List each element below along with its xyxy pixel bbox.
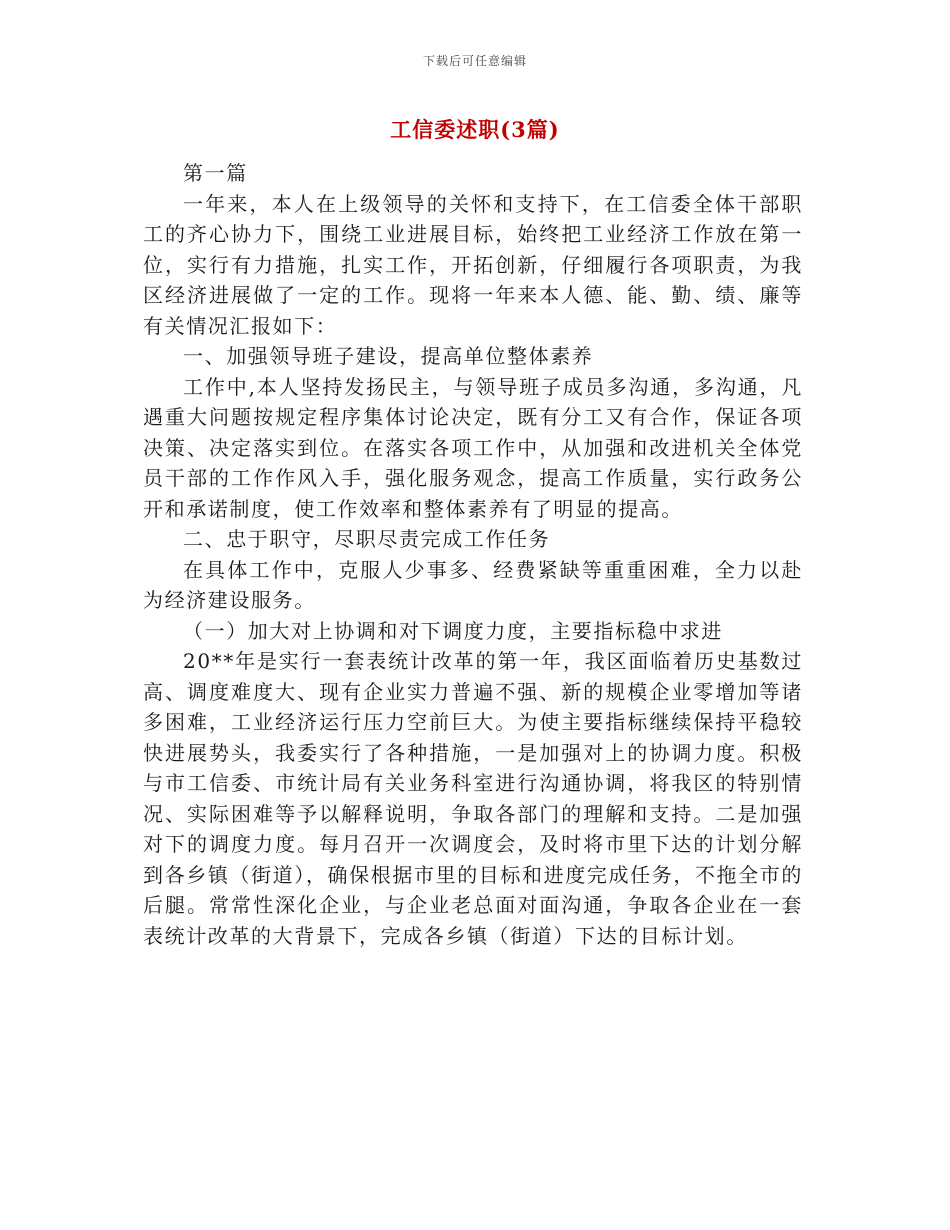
section-2-heading: 二、忠于职守，尽职尽责完成工作任务 xyxy=(183,527,551,551)
section-1-paragraph: 工作中,本人坚持发扬民主，与领导班子成员多沟通，多沟通，凡遇重大问题按规定程序集体讨论决定，既有分工又有合作，保证各项决策、决定落实到位。在落实各项工作中，从加强和改进机关全体党员干部的工作作风入手，强化服务观念，提高工作质量，实行政务公开和承诺制度，使工作效率和整体素养有了明显的提高。 xyxy=(143,374,803,521)
section-2-paragraph: 在具体工作中，克服人少事多、经费紧缺等重重困难，全力以赴为经济建设服务。 xyxy=(143,557,803,612)
part-label: 第一篇 xyxy=(183,161,248,185)
subsection-1-paragraph: 20**年是实行一套表统计改革的第一年，我区面临着历史基数过高、调度难度大、现有企业实力普遍不强、新的规模企业零增加等诸多困难，工业经济运行压力空前巨大。为使主要指标继续保持平稳较快进展势头，我委实行了各种措施，一是加强对上的协调力度。积极与市工信委、市统计局有关业务科室进行沟通协调，将我区的特别情况、实际困难等予以解释说明，争取各部门的理解和支持。二是加强对下的调度力度。每月召开一次调度会，及时将市里下达的计划分解到各乡镇（街道），确保根据市里的目标和进度完成任务，不拖全市的后腿。常常性深化企业，与企业老总面对面沟通，争取各企业在一套表统计改革的大背景下，完成各乡镇（街道）下达的目标计划。 xyxy=(143,649,803,948)
section-1-heading: 一、加强领导班子建设，提高单位整体素养 xyxy=(183,344,594,368)
page-header-note: 下载后可任意编辑 xyxy=(422,54,527,68)
document-body xyxy=(143,158,803,951)
subsection-1-heading: （一）加大对上协调和对下调度力度，主要指标稳中求进 xyxy=(183,618,723,643)
document-title: 工信委述职(3篇) xyxy=(390,117,560,142)
intro-paragraph: 一年来，本人在上级领导的关怀和支持下，在工信委全体干部职工的齐心协力下，围绕工业进展目标，始终把工业经济工作放在第一位，实行有力措施，扎实工作，开拓创新，仔细履行各项职责，为我区经济进展做了一定的工作。现将一年来本人德、能、勤、绩、廉等有关情况汇报如下： xyxy=(143,191,803,338)
